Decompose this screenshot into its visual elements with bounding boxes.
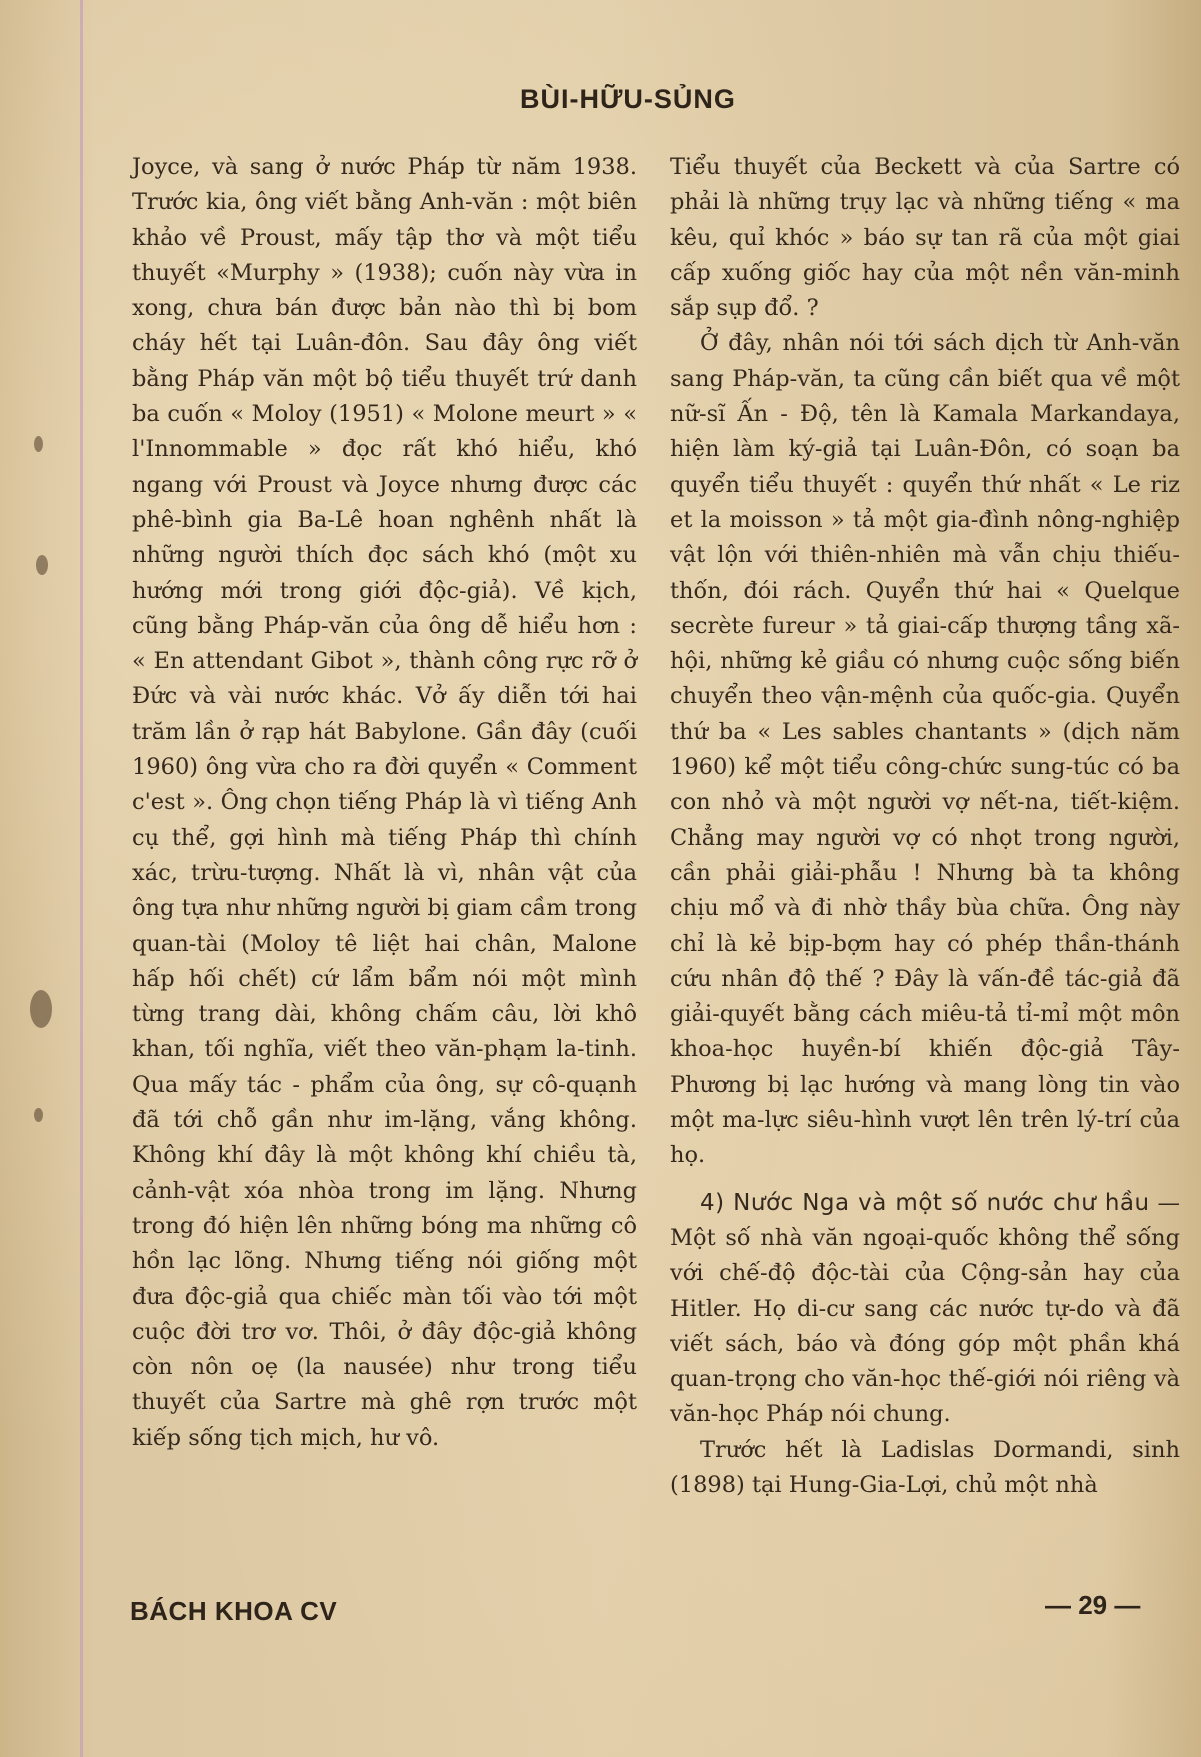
right-paragraph-1: Tiểu thuyết của Beckett và của Sartre có phải là những trụy lạc và những tiếng « ma kêu, quỉ khóc » báo sự tan rã của một giai cấp xuống giốc hay của một nền văn-minh sắp sụp đổ. ? <box>670 154 1180 322</box>
paper-stain <box>34 1108 43 1122</box>
left-column <box>132 150 637 1456</box>
margin-line <box>80 0 83 1757</box>
right-column <box>670 150 1180 1503</box>
right-paragraph-3: Trước hết là Ladislas Dormandi, sinh (1898) tại Hung-Gia-Lợi, chủ một nhà <box>670 1436 1180 1498</box>
paper-stain <box>36 555 48 575</box>
section-gap <box>670 1174 1180 1186</box>
section-4 <box>670 1186 1180 1433</box>
journal-name: BÁCH KHOA CV <box>130 1596 338 1626</box>
left-paragraph-1: Joyce, và sang ở nước Pháp từ năm 1938. Trước kia, ông viết bằng Anh-văn : một biên khảo về Proust, mấy tập thơ và một tiểu thuyết «Murphy » (1938); cuốn này vừa in xong, chưa bán được bản nào thì bị bom cháy hết tại Luân-đôn. Sau đây ông viết bằng Pháp văn một bộ tiểu thuyết trứ danh ba cuốn « Moloy (1951) « Molone meurt » « l'Innommable » đọc rất khó hiểu, khó ngang với Proust và Joyce nhưng được các phê-bình gia Ba-Lê hoan nghênh nhất là những người thích đọc sách khó (một xu hướng mới trong giới độc-giả). Về kịch, cũng bằng Pháp-văn của ông dễ hiểu hơn : « En attendant Gibot », thành công rực rỡ ở Đức và vài nước khác. Vở ấy diễn tới hai trăm lần ở rạp hát Babylone. Gần đây (cuối 1960) ông vừa cho ra đời quyển « Comment c'est ». Ông chọn tiếng Pháp là vì tiếng Anh cụ thể, gợi hình mà tiếng Pháp thì chính xác, trừu-tượng. Nhất là vì, nhân vật của ông tựa như những người bị giam cầm trong quan-tài (Moloy tê liệt hai chân, Malone hấp hối chết) cứ lẩm bẩm nói một mình từng trang dài, không chấm câu, lời khô khan, tối nghĩa, viết theo văn-phạm la-tinh. Qua mấy tác - phẩm của ông, sự cô-quạnh đã tới chỗ gần như im-lặng, vắng không. Không khí đây là một không khí chiều tà, cảnh-vật xóa nhòa trong im lặng. Nhưng trong đó hiện lên những bóng ma những cô hồn lạc lõng. Nhưng tiếng nói giống một đưa độc-giả qua chiếc màn tối vào tới một cuộc đời trơ vơ. Thôi, ở đây độc-giả không còn nôn oẹ (la nausée) như trong tiểu thuyết của Sartre mà ghê rợn trước một kiếp sống tịch mịch, hư vô. <box>132 154 637 1451</box>
paper-stain <box>30 990 52 1028</box>
paper-stain <box>34 436 43 452</box>
section-body: — Một số nhà văn ngoại-quốc không thể sống với chế-độ độc-tài của Cộng-sản hay của Hitler. Họ di-cư sang các nước tự-do và đã viết sách, báo và đóng góp một phần khá quan-trọng cho văn-học thế-giới nói riêng và văn-học Pháp nói chung. <box>670 1189 1181 1428</box>
right-paragraph-2: Ở đây, nhân nói tới sách dịch từ Anh-văn sang Pháp-văn, ta cũng cần biết qua về một nữ-sĩ Ấn - Độ, tên là Kamala Markandaya, hiện làm ký-giả tại Luân-Đôn, có soạn ba quyển tiểu thuyết : quyển thứ nhất « Le riz et la moisson » tả một gia-đình nông-nghiệp vật lộn với thiên-nhiên mà vẫn chịu thiếu-thốn, đói rách. Quyển thứ hai « Quelque secrète fureur » tả giai-cấp thượng tầng xã-hội, những kẻ giầu có nhưng cuộc sống biến chuyển theo vận-mệnh của quốc-gia. Quyển thứ ba « Les sables chantants » (dịch năm 1960) kể một tiểu công-chức sung-túc có ba con nhỏ và một người vợ nết-na, tiết-kiệm. Chẳng may người vợ có nhọt trong người, cần phải giải-phẫu ! Nhưng bà ta không chịu mổ và đi nhờ thầy bùa chữa. Ông này chỉ là kẻ bịp-bợm hay có phép thần-thánh cứu nhân độ thế ? Đây là vấn-đề tác-giả đã giải-quyết bằng cách miêu-tả tỉ-mỉ một môn khoa-học huyền-bí khiến độc-giả Tây-Phương bị lạc hướng và mang lòng tin vào một ma-lực siêu-hình vượt lên trên lý-trí của họ. <box>670 330 1180 1169</box>
running-head: BÙI-HỮU-SỦNG <box>520 84 736 114</box>
section-heading: 4) Nước Nga và một số nước chư hầu <box>700 1189 1150 1216</box>
page-number: — 29 — <box>1045 1590 1141 1620</box>
